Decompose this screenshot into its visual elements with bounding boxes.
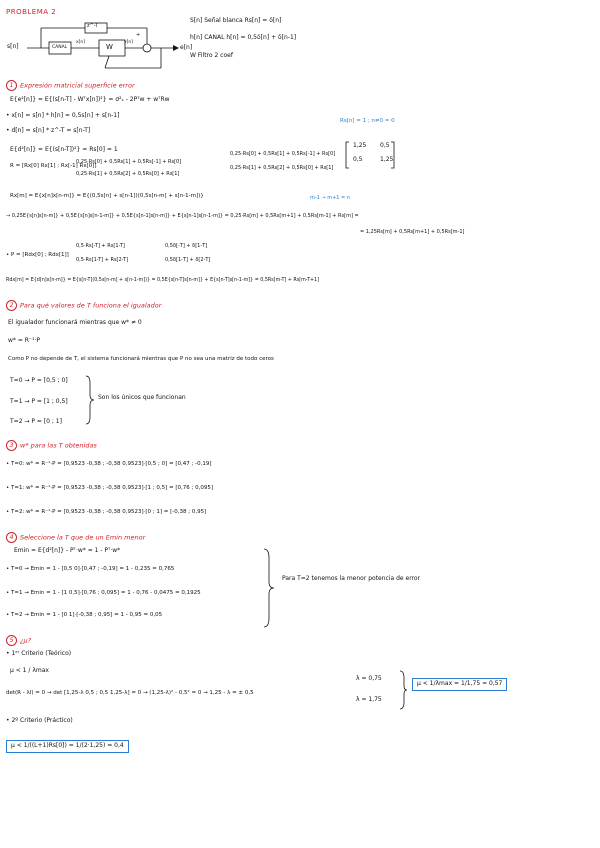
y-label: y[n] [124,40,134,45]
sec2-line-3: Como P no depende de T, el sistema funcionará mientras que P no sea una matriz de todo ceros [8,356,274,362]
given-signal: S[n] Señal blanca Rs[n] = δ[n] [190,17,282,24]
sec2-brace [84,375,96,425]
R-mid-3: 0,25·Rs[0] + 0,5Rs[1] + 0,5Rs[-1] + Rs[0] [230,151,336,157]
section-2-number: 2 [6,300,17,311]
sum-node [143,44,151,52]
sec2-T1: T=1 → P = [1 ; 0,5] [10,398,68,405]
section-1-heading: 1 Expresión matricial superficie error [6,80,135,91]
sec3-T0: • T=0: w* = R⁻¹·P = [0,9523 -0,38 ; -0,38 0,9523]·[0,5 ; 0] = [0,47 ; -0,19] [6,461,212,467]
P-mid-1: 0,5·Rs[-T] + Rs[1-T] [76,243,125,249]
R-right-12: 0,5 [380,142,390,149]
sec5-lambda-2: λ = 1,75 [356,696,382,703]
sec4-brace [262,548,276,628]
sec5-lambda-1: λ = 0,75 [356,675,382,682]
sec5-brace [398,670,408,710]
given-channel: h[n] CANAL h[n] = 0,5δ[n] + δ[n-1] [190,34,297,41]
Rx-def: Rx[m] = E{x[n]x[n-m]} = E{(0,5s[n] + s[n-1])(0,5s[n-m] + s[n-1-m])} [10,193,204,199]
Rx-note: m-1 → m+1 = n [310,195,351,201]
P-lhs: • P = [Rdx[0] ; Rdx[1]] [6,252,69,258]
Rx-result: = 1,25Rs[m] + 0,5Rs[m+1] + 0,5Rs[m-1] [360,229,465,235]
sec5-mu-bound: μ < 1 / λmax [10,667,49,674]
sec5-result-box-1: μ < 1/λmax = 1/1,75 = 0,57 [412,678,507,691]
P-right-1: 0,5δ[-T] + δ[1-T] [165,243,208,249]
R-right-11: 1,25 [353,142,367,149]
channel-label: CANAL [52,45,68,50]
Rx-expansion: → 0,25E{s[n]s[n-m]} + 0,5E{s[n]s[n-1-m]} + 0,5E{s[n-1]s[n-m]} + E{s[n-1]s[n-1-m]} = 0,25·Rs[m] + 0,5Rs[m+1] + 0,5Rs[m-1] + Rs[m] = [6,213,359,219]
section-4-number: 4 [6,532,17,543]
section-3-number: 3 [6,440,17,451]
sec4-T0: • T=0 → Emin = 1 - [0,5 0]·[0,47 ; -0,19] = 1 - 0,235 = 0,765 [6,566,175,572]
P-right-2: 0,5δ[1-T] + δ[2-T] [165,257,211,263]
section-2-heading: 2 Para qué valores de T funciona el igualador [6,300,161,311]
section-5-heading: 5 ¿μ? [6,635,31,646]
input-label: s[n] [7,43,19,50]
sec2-line-1: El igualador funcionará mientras que w* ≠ 0 [8,319,142,326]
page-title: PROBLEMA 2 [6,8,57,16]
sec1-x-def: • x[n] = s[n] * h[n] = 0,5s[n] + s[n-1] [6,112,120,119]
sec4-emin-def: Emin = E{d²[n]} - Pᵀ·w* = 1 - Pᵀ·w* [14,547,121,554]
sec2-brace-note: Son los únicos que funcionan [98,394,186,401]
section-4-heading: 4 Seleccione la T que de un Emin menor [6,532,145,543]
Rdx-def: Rdx[m] = E{d[n]x[n-m]} = E{s[n-T](0,5s[n-m] + s[n-1-m])} = 0,5E{s[n-T]s[n-m]} + E{s[n-T]s[n-1-m]} = 0,5Rs[m-T] + Rs[m-T+1] [6,278,319,283]
sec3-T2: • T=2: w* = R⁻¹·P = [0,9523 -0,38 ; -0,38 0,9523]·[0 ; 1] = [-0,38 ; 0,95] [6,509,207,515]
sec1-ed2: E{d²[n]} = E{(s[n-T])²} = Rs[0] = 1 [10,146,118,153]
output-label: e[n] [180,44,193,51]
R-mid-1: 0,25·Rs[0] + 0,5Rs[1] + 0,5Rs[-1] + Rs[0] [76,159,182,165]
section-5-number: 5 [6,635,17,646]
x-label: x[n] [76,40,86,45]
sec2-T2: T=2 → P = [0 ; 1] [10,418,62,425]
sec5-criterion-1: • 1ᵉʳ Criterio (Teórico) [6,650,72,657]
sec5-criterion-2: • 2º Criterio (Práctico) [6,717,73,724]
R-right-22: 1,25 [380,156,394,163]
sec5-det: det(R - λI) = 0 → det [1,25-λ 0,5 ; 0,5 1,25-λ] = 0 → (1,25-λ)² - 0,5² = 0 → 1,25 - λ = ± 0,5 [6,690,254,696]
section-3-heading: 3 w* para las T obtenidas [6,440,97,451]
delay-label: z^-T [87,23,99,29]
sec5-result-box-2: μ < 1/((L+1)Rs[0]) = 1/(2·1,25) = 0,4 [6,740,129,753]
sec1-error-expr: E{e²[n]} = E{(s[n-T] - Wᵀx[n])²} = σ²ₛ - 2Pᵀw + wᵀRw [10,96,170,103]
sec1-d-def: • d[n] = s[n] * z^-T = s[n-T] [6,127,91,134]
filter-label: W [106,43,113,51]
P-mid-2: 0,5·Rs[1-T] + Rs[2-T] [76,257,129,263]
rs-note: Rs[n] = 1 ; n≠0 = 0 [340,118,395,124]
sec4-T2: • T=2 → Emin = 1 - [0 1]·[-0,38 ; 0,95] = 1 - 0,95 = 0,05 [6,612,163,618]
sum-sign: + [136,32,141,38]
R-lhs: R = [Rx[0] Rx[1] ; Rx[-1] Rx[0]] [10,163,97,169]
sec3-T1: • T=1: w* = R⁻¹·P = [0,9523 -0,38 ; -0,38 0,9523]·[1 ; 0,5] = [0,76 ; 0,095] [6,485,213,491]
R-mid-4: 0,25·Rs[1] + 0,5Rs[2] + 0,5Rs[0] + Rs[1] [230,165,334,171]
given-filter: W Filtro 2 coef [190,52,233,59]
section-1-number: 1 [6,80,17,91]
R-mid-2: 0,25·Rs[1] + 0,5Rs[2] + 0,5Rs[0] + Rs[1] [76,171,180,177]
sec4-conclusion: Para T=2 tenemos la menor potencia de error [282,575,421,582]
sec2-line-2: w* = R⁻¹·P [8,337,41,344]
R-right-21: 0,5 [353,156,363,163]
sec2-T0: T=0 → P = [0,5 ; 0] [10,377,68,384]
sec4-T1: • T=1 → Emin = 1 - [1 0,5]·[0,76 ; 0,095] = 1 - 0,76 - 0,0475 = 0,1925 [6,590,201,596]
